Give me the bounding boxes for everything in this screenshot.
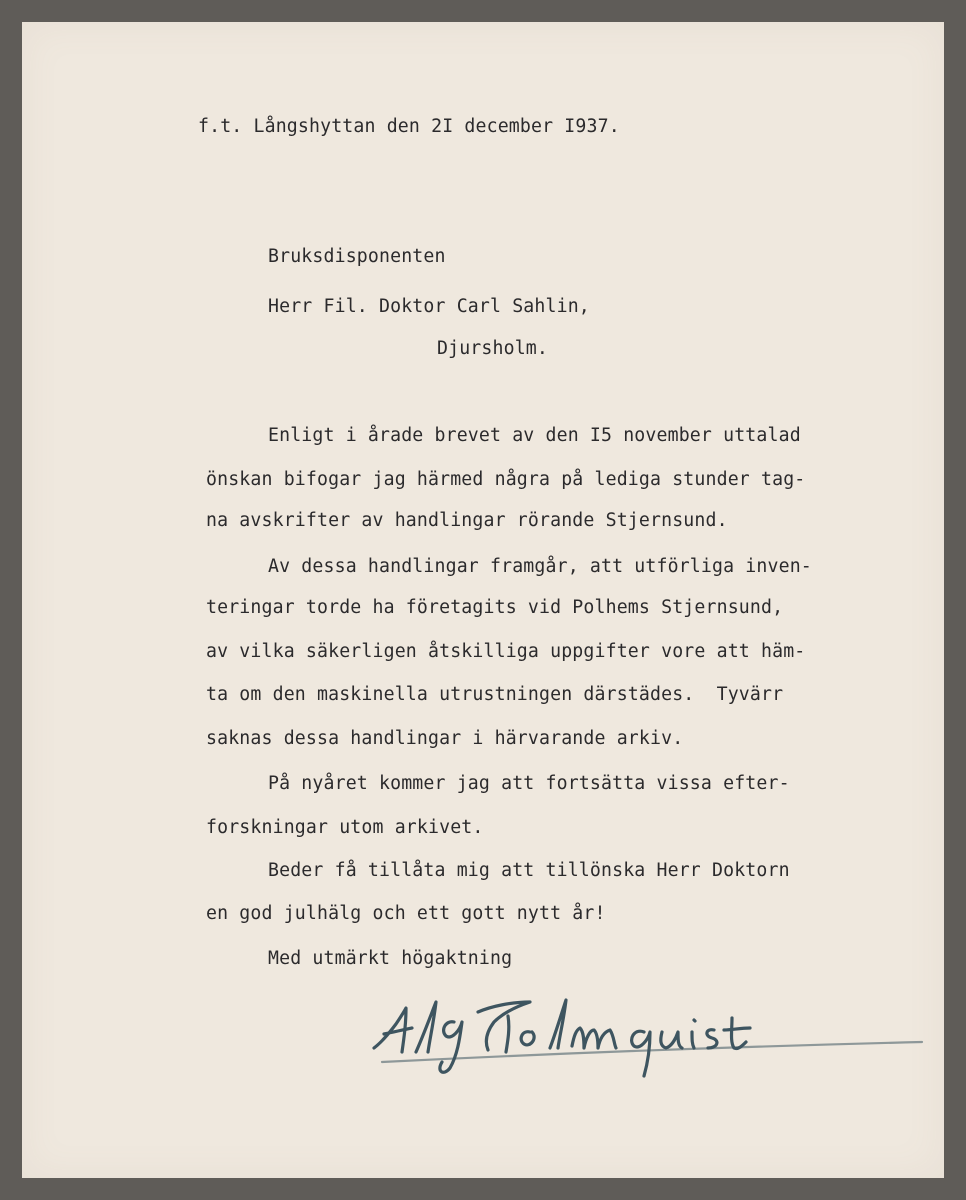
recipient-title: Bruksdisponenten: [268, 246, 446, 267]
body-line: av vilka säkerligen åtskilliga uppgifter vore att häm-: [206, 641, 806, 662]
body-line: saknas dessa handlingar i härvarande arkiv.: [206, 728, 684, 749]
body-line: önskan bifogar jag härmed några på lediga stunder tag-: [206, 469, 806, 490]
body-line: Enligt i årade brevet av den I5 november uttalad: [268, 425, 801, 446]
handwritten-signature: [362, 972, 952, 1092]
body-line: teringar torde ha företagits vid Polhems Stjernsund,: [206, 597, 784, 618]
body-line: På nyåret kommer jag att fortsätta vissa efter-: [268, 773, 790, 794]
body-line: Av dessa handlingar framgår, att utförliga inven-: [268, 556, 812, 577]
body-line: na avskrifter av handlingar rörande Stjernsund.: [206, 510, 728, 531]
recipient-place: Djursholm.: [437, 338, 548, 359]
closing: Med utmärkt högaktning: [268, 948, 513, 969]
recipient-name: Herr Fil. Doktor Carl Sahlin,: [268, 296, 590, 317]
letter-page: [22, 22, 944, 1178]
body-line: en god julhälg och ett gott nytt år!: [206, 903, 606, 924]
body-line: ta om den maskinella utrustningen därstädes. Tyvärr: [206, 684, 784, 705]
body-line: Beder få tillåta mig att tillönska Herr Doktorn: [268, 860, 790, 881]
body-line: forskningar utom arkivet.: [206, 817, 484, 838]
dateline: f.t. Långshyttan den 2I december I937.: [198, 116, 620, 137]
